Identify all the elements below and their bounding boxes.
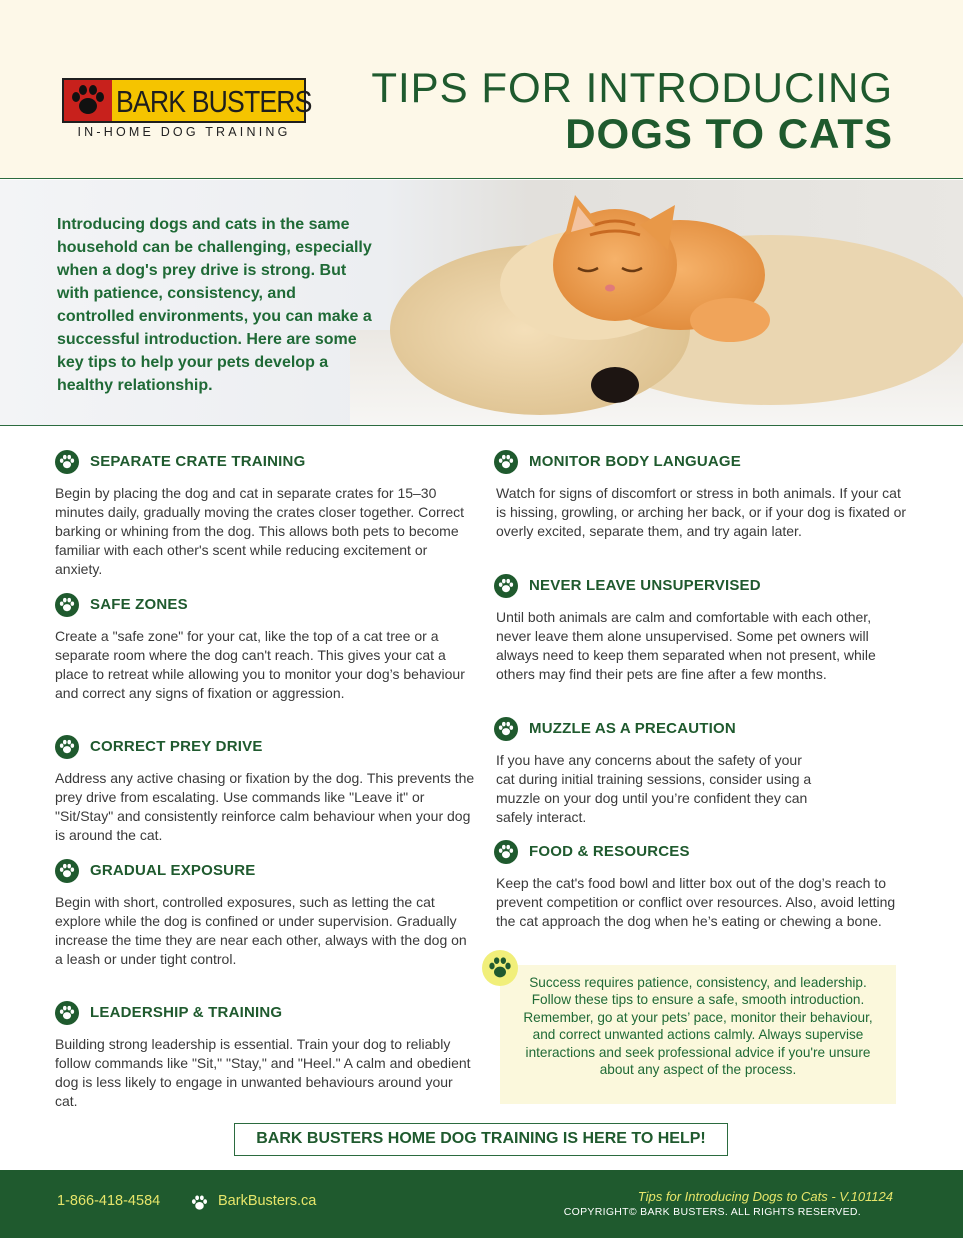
paw-icon bbox=[55, 593, 79, 617]
tip-body: Begin by placing the dog and cat in separate crates for 15–30 minutes daily, gradually moving the crates closer together. Correct barking or whining from the dog. This allows both pets to become familiar with each other's scent while reducing excitement or anxiety. bbox=[55, 485, 465, 577]
paw-icon bbox=[494, 840, 518, 864]
tip-body: Create a "safe zone" for your cat, like the top of a cat tree or a separate room where the dog can't reach. This gives your cat a place to retreat while allowing you to monitor your dog’s behaviour and correct any signs of fixation or aggression. bbox=[55, 628, 465, 701]
tip-title: NEVER LEAVE UNSUPERVISED bbox=[529, 577, 761, 594]
tip-body: Building strong leadership is essential. Train your dog to reliably follow commands like "Sit," "Stay," and "Heel." A calm and obedient dog is less likely to engage in unwanted behaviours around your cat. bbox=[55, 1036, 471, 1109]
paw-icon bbox=[70, 83, 106, 117]
tip-title: MONITOR BODY LANGUAGE bbox=[529, 453, 741, 470]
summary-callout: Success requires patience, consistency, and leadership. Follow these tips to ensure a safe, smooth introduction. Remember, go at your pets’ pace, monitor their behaviour, and correct unwanted actions calmly. Always supervise interactions and seek professional advice if you're unsure about any aspect of the process. bbox=[500, 965, 896, 1104]
tip-body: Until both animals are calm and comfortable with each other, never leave them alone unsupervised. Some pet owners will always need to keep them separated when not present, while others may find their pets are fine after a few months. bbox=[496, 609, 876, 682]
tip-separate-crate-training bbox=[55, 450, 475, 579]
tip-title: MUZZLE AS A PRECAUTION bbox=[529, 720, 736, 737]
bark-busters-logo[interactable] bbox=[62, 78, 312, 142]
paw-icon bbox=[191, 1195, 208, 1211]
paw-icon bbox=[55, 735, 79, 759]
logo-paw-box bbox=[64, 80, 112, 121]
tip-header bbox=[55, 1001, 475, 1027]
tip-gradual-exposure bbox=[55, 859, 475, 969]
tip-header bbox=[55, 450, 475, 476]
tip-food-and-resources bbox=[494, 840, 909, 931]
tip-title: SAFE ZONES bbox=[90, 596, 188, 613]
help-banner: BARK BUSTERS HOME DOG TRAINING IS HERE TO HELP! bbox=[234, 1123, 728, 1156]
page-title-line2: DOGS TO CATS bbox=[565, 110, 893, 157]
tip-title: CORRECT PREY DRIVE bbox=[90, 738, 263, 755]
tip-never-leave-unsupervised bbox=[494, 574, 909, 684]
document-version: Tips for Introducing Dogs to Cats - V.101124 bbox=[637, 1189, 893, 1204]
intro-paragraph: Introducing dogs and cats in the same household can be challenging, especially when a dog's prey drive is strong. But with patience, consistency, and controlled environments, you can make a successful introduction. Here are some key tips to help your pets develop a healthy relationship. bbox=[57, 216, 372, 394]
website-link[interactable]: BarkBusters.ca bbox=[218, 1193, 317, 1209]
paw-icon bbox=[494, 450, 518, 474]
tip-correct-prey-drive bbox=[55, 735, 475, 845]
tip-leadership-training bbox=[55, 1001, 475, 1111]
header bbox=[0, 0, 963, 179]
paw-icon bbox=[494, 574, 518, 598]
puppy-and-kitten-photo bbox=[350, 180, 963, 426]
tip-body: Watch for signs of discomfort or stress in both animals. If your cat is hissing, growling, or arching her back, or if your dog is fixated or overly excited, separate them, and try again later. bbox=[496, 485, 907, 539]
paw-icon bbox=[55, 450, 79, 474]
tip-body: Keep the cat's food bowl and litter box out of the dog’s reach to prevent competition or conflict over resources. Also, avoid letting the cat approach the dog when he’s eating or chewing a bone. bbox=[496, 875, 896, 929]
page-title-line1: TIPS FOR INTRODUCING bbox=[371, 64, 893, 111]
tip-header bbox=[55, 593, 475, 619]
logo-subtitle: IN-HOME DOG TRAINING bbox=[77, 125, 291, 139]
logo-text: BARK BUSTERS bbox=[116, 84, 312, 119]
tip-header bbox=[55, 735, 475, 761]
tip-header bbox=[494, 840, 909, 866]
tip-header bbox=[494, 450, 909, 476]
paw-icon bbox=[55, 1001, 79, 1025]
footer bbox=[0, 1170, 963, 1238]
tip-title: GRADUAL EXPOSURE bbox=[90, 862, 256, 879]
paw-icon bbox=[55, 859, 79, 883]
tip-title: SEPARATE CRATE TRAINING bbox=[90, 453, 306, 470]
tip-title: FOOD & RESOURCES bbox=[529, 843, 690, 860]
hero-section bbox=[0, 180, 963, 426]
tip-monitor-body-language bbox=[494, 450, 909, 541]
tip-title: LEADERSHIP & TRAINING bbox=[90, 1004, 283, 1021]
copyright-notice: COPYRIGHT© BARK BUSTERS. ALL RIGHTS RESERVED. bbox=[563, 1206, 861, 1218]
tip-muzzle-as-a-precaution bbox=[494, 717, 909, 827]
tip-header bbox=[494, 717, 909, 743]
tip-body: Address any active chasing or fixation by the dog. This prevents the prey drive from escalating. Use commands like "Leave it" or "Sit/Stay" and consistently reinforce calm behaviour when your dog is around the cat. bbox=[55, 770, 475, 843]
tip-header bbox=[55, 859, 475, 885]
tip-body: If you have any concerns about the safety of your cat during initial training sessions, consider using a muzzle on your dog until you’re confident they can safely interact. bbox=[496, 752, 812, 825]
paw-icon bbox=[482, 950, 518, 986]
logo-banner bbox=[62, 78, 312, 123]
tip-header bbox=[494, 574, 909, 600]
paw-icon bbox=[494, 717, 518, 741]
tip-safe-zones bbox=[55, 593, 475, 703]
tip-body: Begin with short, controlled exposures, such as letting the cat explore while the dog is confined or under supervision. Gradually increase the time they are near each other, always with the dog on a leash or under tight control. bbox=[55, 894, 467, 967]
phone-number[interactable]: 1-866-418-4584 bbox=[57, 1193, 161, 1209]
